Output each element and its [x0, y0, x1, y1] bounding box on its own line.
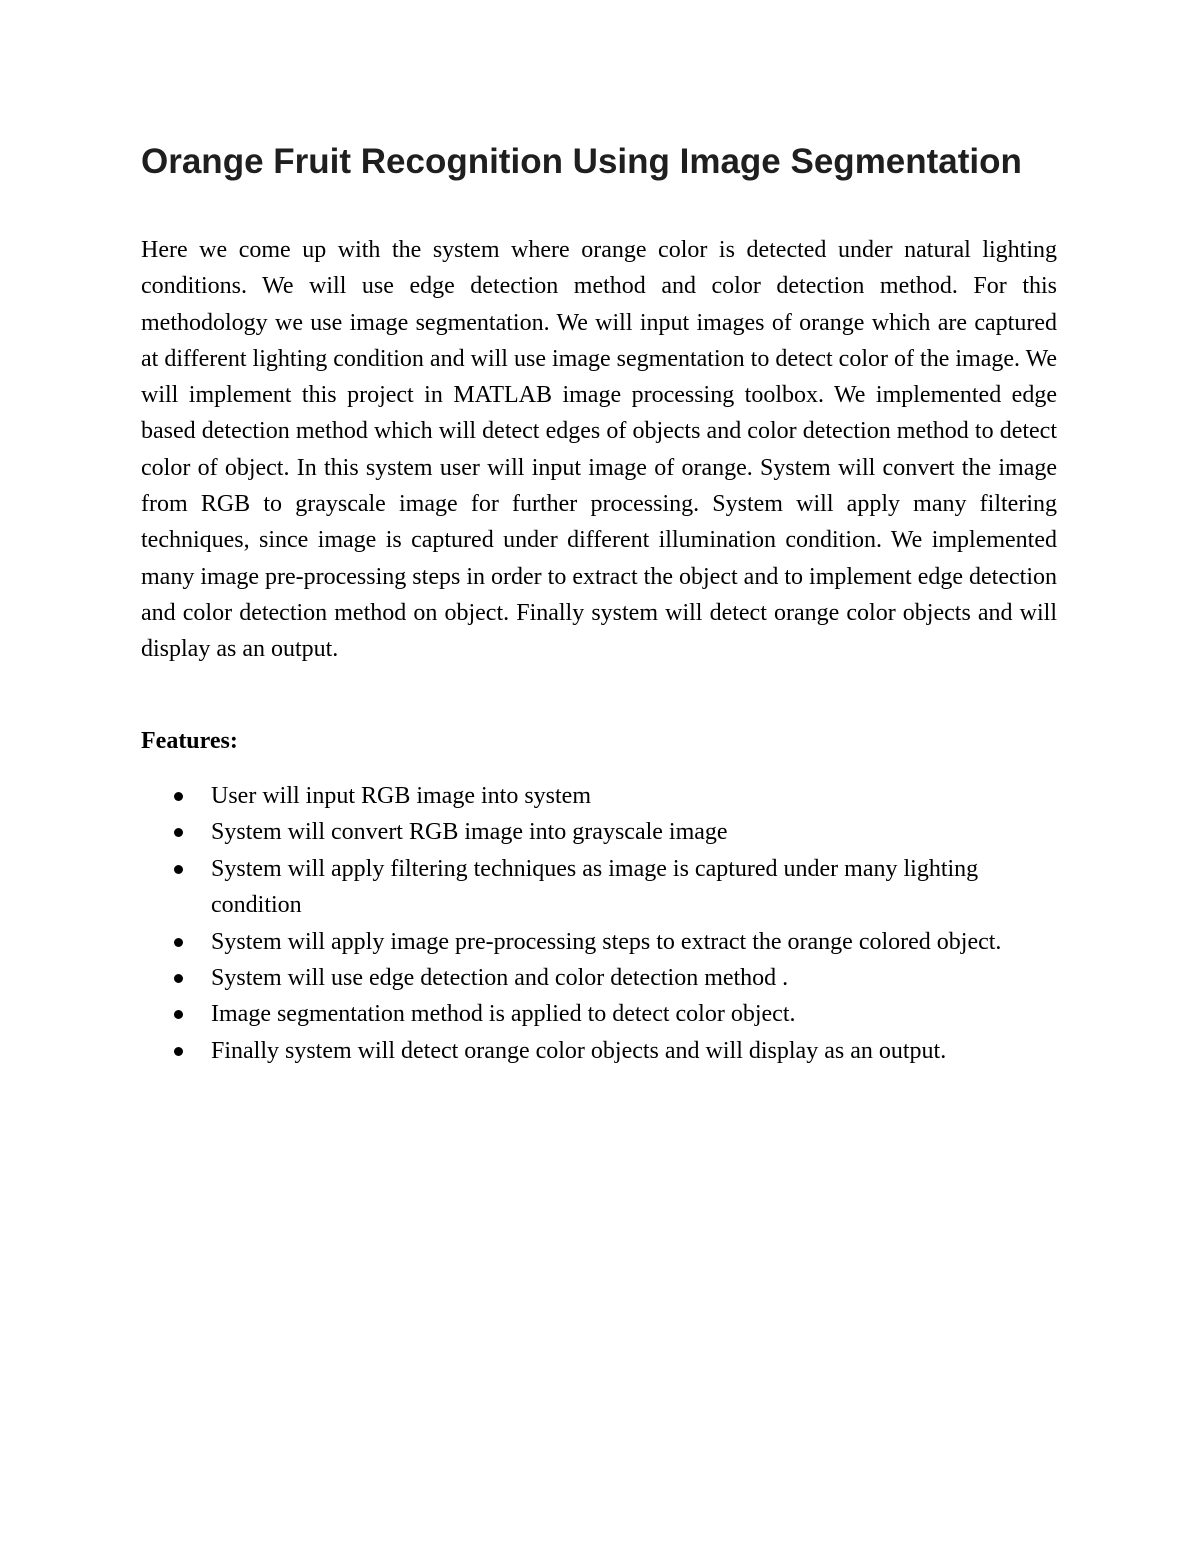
- list-item: [211, 814, 1071, 850]
- list-item: [211, 851, 1071, 924]
- features-list: [211, 778, 1071, 1069]
- bullet-icon: [174, 974, 183, 983]
- bullet-icon: [174, 938, 183, 947]
- feature-text: Finally system will detect orange color objects and will display as an output.: [211, 1037, 947, 1064]
- bullet-icon: [174, 828, 183, 837]
- feature-text: System will use edge detection and color detection method .: [211, 965, 789, 992]
- bullet-icon: [174, 865, 183, 874]
- feature-text: User will input RGB image into system: [211, 783, 591, 809]
- document-title: Orange Fruit Recognition Using Image Segmentation: [141, 142, 1022, 181]
- bullet-icon: [174, 1010, 183, 1019]
- feature-text: System will apply image pre-processing steps to extract the orange colored object.: [211, 928, 1002, 955]
- features-heading: Features:: [141, 728, 238, 754]
- list-item: [211, 778, 1071, 814]
- list-item: [211, 1033, 1071, 1069]
- bullet-icon: [174, 1047, 183, 1056]
- intro-paragraph: Here we come up with the system where orange color is detected under natural lighting conditions. We will use edge detection method and color detection method. For this methodology we use image segmentation. We will input images of orange which are captured at different lighting condition and will use image segmentation to detect color of the image. We will implement this project in MATLAB image processing toolbox. We implemented edge based detection method which will detect edges of objects and color detection method to detect color of object. In this system user will input image of orange. System will convert the image from RGB to grayscale image for further processing. System will apply many filtering techniques, since image is captured under different illumination condition. We implemented many image pre-processing steps in order to extract the object and to implement edge detection and color detection method on object. Finally system will detect orange color objects and will display as an output.: [141, 237, 1057, 663]
- feature-text: System will apply filtering techniques as image is captured under many lighting condition: [211, 855, 979, 919]
- list-item: [211, 996, 1071, 1032]
- list-item: [211, 924, 1071, 960]
- feature-text: Image segmentation method is applied to detect color object.: [211, 1001, 796, 1028]
- bullet-icon: [174, 792, 183, 801]
- list-item: [211, 960, 1071, 996]
- feature-text: System will convert RGB image into grayscale image: [211, 819, 728, 846]
